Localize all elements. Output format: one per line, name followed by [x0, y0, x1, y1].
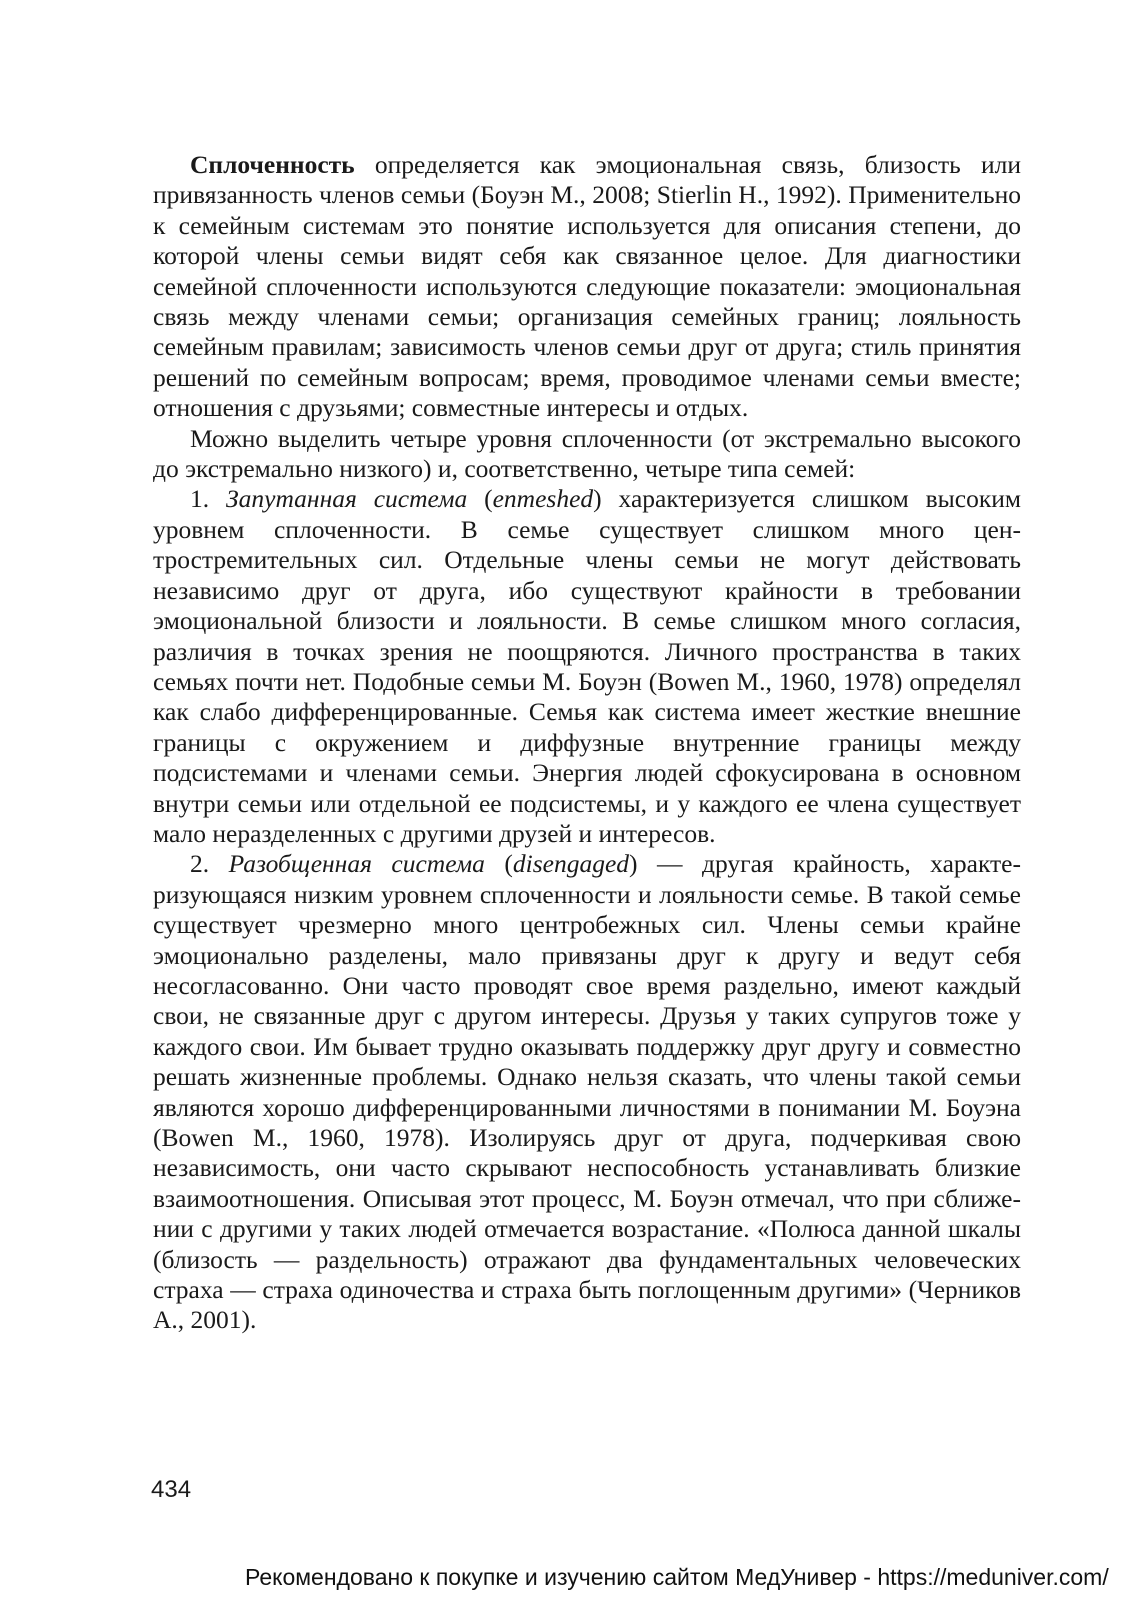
system-name: Запутанная система	[226, 484, 468, 514]
item-number: 1.	[190, 484, 227, 514]
item-text: ) характеризуется слишком высоким уровнем сплоченности. В семье существует слишком много центростремительных сил. Отдельные члены семьи не могут действовать независимо друг от друга, ибо существуют крайности в требовании эмоциональной близости и лояльности. В семье слишком много согласия, различия в точках зрения не поощряются. Личного пространства в таких семьях почти нет. Подобные семьи М. Боуэн (Bowen M., 1960, 1978) определял как слабо дифференцированные. Семья как система имеет жесткие внешние границы с окружением и диффузные внутренние границы между подсистемами и членами семьи. Энергия людей сфокусирована в основном внутри семьи или отдельной ее подсистемы, и у каждого ее члена существует мало неразделенных с другими друзей и интересов.	[153, 484, 1021, 848]
item-number: 2.	[190, 849, 229, 879]
system-name: Разобщенная система	[228, 849, 485, 879]
footer-recommendation: Рекомендовано к покупке и изучению сайтом МедУнивер - https://meduniver.com/	[245, 1564, 1109, 1590]
item-text: ) — другая крайность, характеризующаяся низким уровнем сплоченности и лояльности семье. В такой семье существует чрезмерно много центробежных сил. Члены семьи крайне эмоционально разделены, мало привязаны друг к другу и ведут себя несогласованно. Они часто проводят свое время раздельно, имеют каждый свои, не связанные друг с другом интересы. Друзья у таких супругов тоже у каждого свои. Им бывает трудно оказывать поддержку друг другу и совместно решать жизненные проблемы. Однако нельзя сказать, что члены такой семьи являются хорошо дифференцированными личностями в понимании М. Боуэна (Bowen M., 1960, 1978). Изолируясь друг от друга, подчеркивая свою независимость, они часто скрывают неспособность устанавливать близкие взаимоотношения. Описывая этот процесс, М. Боуэн отмечал, что при сближении с другими у таких людей отмечается возрастание. «Полюса данной шкалы (близость — раздельность) отражают два фундаментальных человеческих страха — страха одиночества и страха быть поглощенным другими» (Черников А., 2001).	[153, 849, 1021, 1335]
english-term: disengaged	[512, 849, 630, 879]
list-item-disengaged	[153, 849, 1021, 1336]
english-term: enmeshed	[492, 484, 594, 514]
list-item-enmeshed	[153, 484, 1021, 849]
page-number: 434	[151, 1476, 192, 1503]
paragraph-text: Можно выделить четыре уровня сплоченности (от экстремально высокого до экстремально низкого) и, соответственно, четыре типа семей:	[153, 423, 1021, 484]
paragraph-cohesion-definition	[153, 150, 1021, 424]
open-paren: (	[484, 849, 513, 879]
main-text	[153, 150, 1021, 1336]
open-paren: (	[467, 484, 493, 514]
paragraph-cohesion-levels	[153, 424, 1021, 485]
paragraph-text: определяется как эмоциональная связь, близость или привязанность членов семьи (Боуэн М., 2008; Stierlin H., 1992). Применительно к семейным системам это понятие используется для описания степени, до которой члены семьи видят себя как связанное целое. Для диагностики семейной сплоченности используются следующие показатели: эмоциональная связь между членами семьи; организация семейных границ; лояльность семейным правилам; зависимость членов семьи друг от друга; стиль принятия решений по семейным вопросам; время, проводимое членами семьи вместе; отношения с друзьями; совместные интересы и отдых.	[153, 150, 1021, 423]
term-cohesion: Сплоченность	[190, 150, 355, 179]
